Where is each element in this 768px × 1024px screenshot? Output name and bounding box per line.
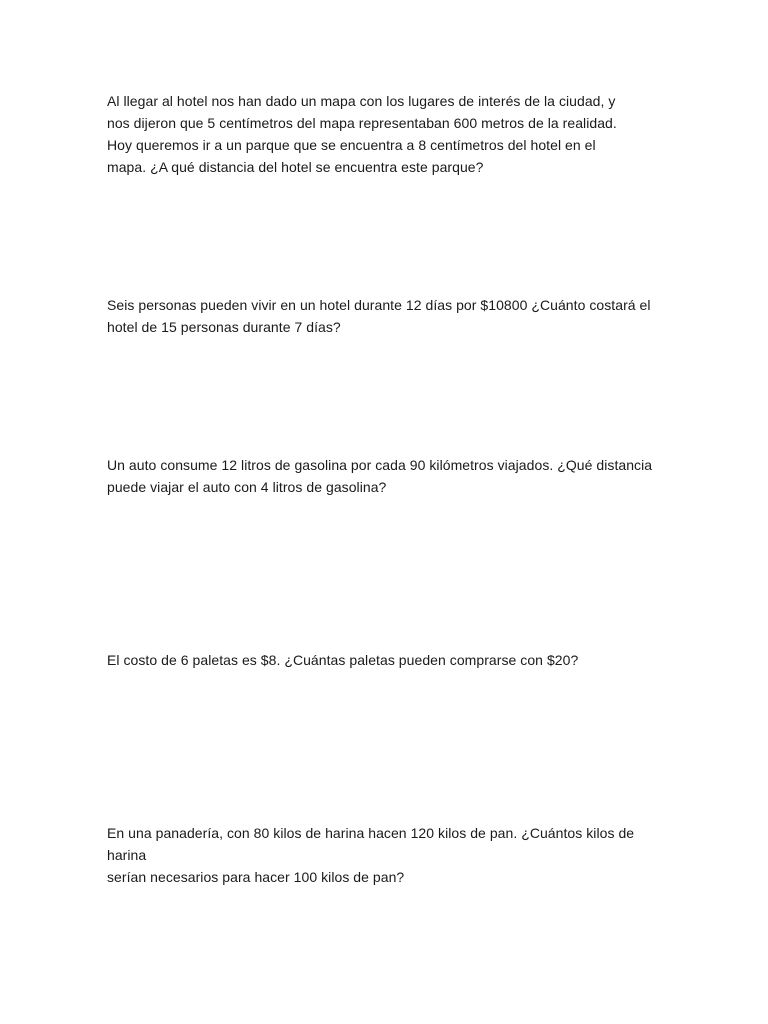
problem-5-text: En una panadería, con 80 kilos de harina hacen 120 kilos de pan. ¿Cuántos kilos de harina serían necesarios para hacer 100 kilos de pan?	[107, 825, 635, 885]
problem-1-text: Al llegar al hotel nos han dado un mapa con los lugares de interés de la ciudad, y nos dijeron que 5 centímetros del mapa representaban 600 metros de la realidad. Hoy queremos ir a un parque que se encuentra a 8 centímetros del hotel en el mapa. ¿A qué distancia del hotel se encuentra este parque?	[107, 93, 617, 175]
problem-2-text: Seis personas pueden vivir en un hotel durante 12 días por $10800 ¿Cuánto costará el hotel de 15 personas durante 7 días?	[107, 297, 651, 335]
problem-3-text: Un auto consume 12 litros de gasolina por cada 90 kilómetros viajados. ¿Qué distancia puede viajar el auto con 4 litros de gasolina?	[107, 457, 653, 495]
problem-4-text: El costo de 6 paletas es $8. ¿Cuántas paletas pueden comprarse con $20?	[107, 652, 579, 668]
